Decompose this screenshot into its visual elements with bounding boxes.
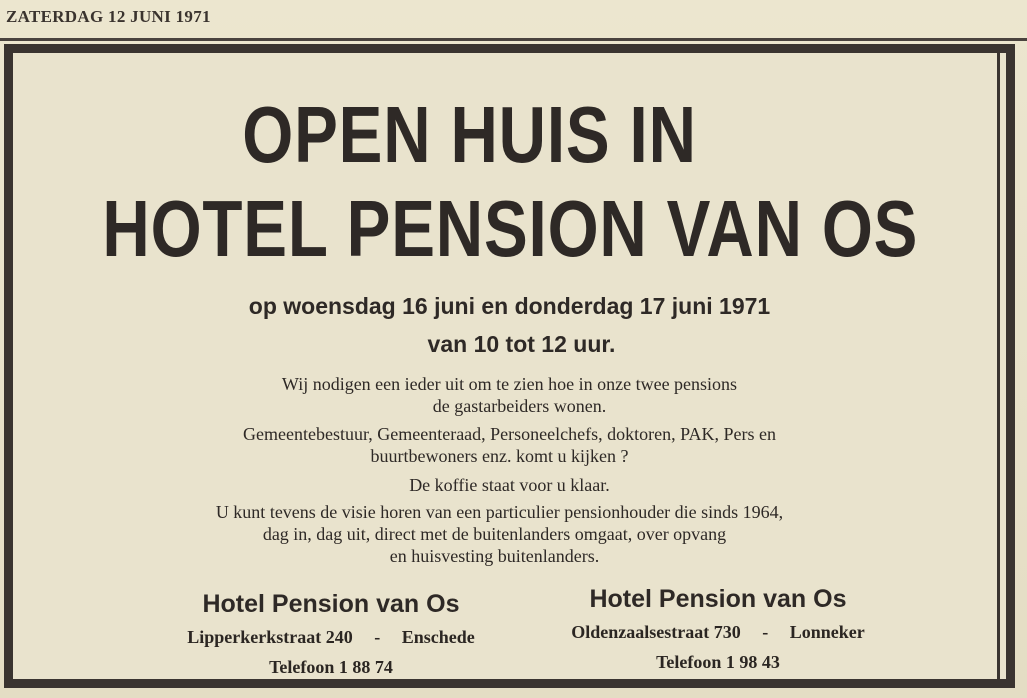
contact-address xyxy=(518,619,918,645)
contact-street: Oldenzaalsestraat 730 xyxy=(571,622,741,642)
contact-block-enschede xyxy=(131,588,531,680)
body-line: en huisvesting buitenlanders. xyxy=(389,546,600,566)
contact-street: Lipperkerkstraat 240 xyxy=(187,627,353,647)
contact-address xyxy=(131,624,531,650)
header-rule xyxy=(0,38,1027,41)
event-hours: van 10 tot 12 uur. xyxy=(427,331,616,357)
body-line: U kunt tevens de visie horen van een particulier pensionhouder die sinds 1964, xyxy=(215,502,784,522)
event-dates: op woensdag 16 juni en donderdag 17 juni 1971 xyxy=(248,293,771,319)
contact-separator: - xyxy=(762,622,769,642)
contact-city: Lonneker xyxy=(789,622,865,642)
body-line: de gastarbeiders wonen. xyxy=(432,396,607,416)
contact-separator: - xyxy=(374,627,381,647)
body-line: buurtbewoners enz. komt u kijken ? xyxy=(370,446,629,466)
contact-phone: Telefoon 1 98 43 xyxy=(656,652,780,672)
contact-name: Hotel Pension van Os xyxy=(202,590,460,618)
headline-line-1: OPEN HUIS IN xyxy=(242,90,697,179)
body-line: Wij nodigen een ieder uit om te zien hoe in onze twee pensions xyxy=(281,374,738,394)
contact-block-lonneker xyxy=(518,583,918,675)
advertisement-frame xyxy=(4,44,1015,688)
contact-phone: Telefoon 1 88 74 xyxy=(269,657,393,677)
headline-line-2: HOTEL PENSION VAN OS xyxy=(102,184,919,273)
body-line: dag in, dag uit, direct met de buitenlanders omgaat, over opvang xyxy=(262,524,727,544)
body-line: Gemeentebestuur, Gemeenteraad, Personeelchefs, doktoren, PAK, Pers en xyxy=(243,424,776,444)
contact-city: Enschede xyxy=(401,627,475,647)
newspaper-date-header: ZATERDAG 12 JUNI 1971 xyxy=(6,7,211,26)
body-line: De koffie staat voor u klaar. xyxy=(409,475,610,495)
advertisement-content xyxy=(13,53,1006,679)
contact-name: Hotel Pension van Os xyxy=(589,585,847,613)
